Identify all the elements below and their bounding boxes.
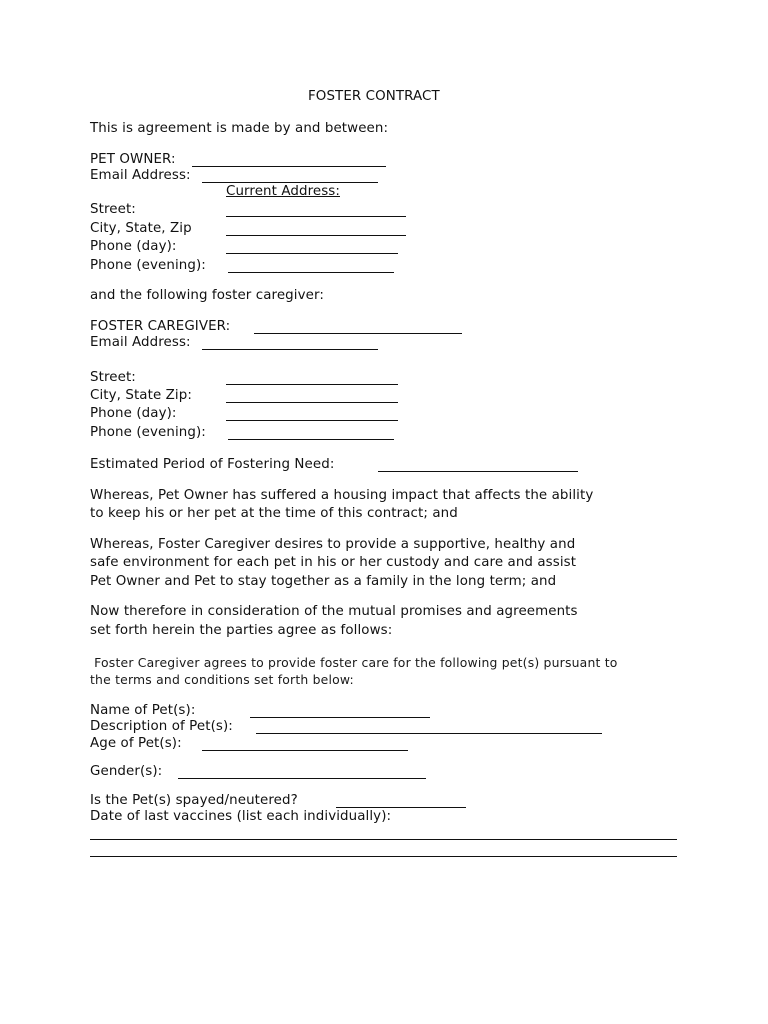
caregiver-phone-evening-blank (228, 439, 394, 440)
pet-description-label: Description of Pet(s): (90, 719, 233, 734)
therefore-line-2: set forth herein the parties agree as follows: (90, 623, 393, 638)
pet-spayed-label: Is the Pet(s) spayed/neutered? (90, 793, 298, 808)
owner-phone-day-label: Phone (day): (90, 239, 177, 254)
current-address-heading: Current Address: (226, 184, 340, 199)
agrees-line-1: Foster Caregiver agrees to provide foster care for the following pet(s) pursuant to (90, 655, 618, 670)
caregiver-street-label: Street: (90, 370, 136, 385)
owner-street-label: Street: (90, 202, 136, 217)
vaccines-blank-line-2 (90, 856, 677, 857)
caregiver-intro-text: and the following foster caregiver: (90, 288, 324, 303)
owner-phone-evening-blank (228, 272, 394, 273)
vaccines-blank-line-1 (90, 839, 677, 840)
fostering-period-label: Estimated Period of Fostering Need: (90, 457, 335, 472)
foster-caregiver-label: FOSTER CAREGIVER: (90, 319, 231, 334)
owner-phone-evening-label: Phone (evening): (90, 258, 206, 273)
owner-city-blank (226, 235, 406, 236)
owner-street-blank (226, 216, 406, 217)
agrees-line-2: the terms and conditions set forth below: (90, 672, 354, 687)
owner-phone-day-blank (226, 253, 398, 254)
caregiver-phone-evening-label: Phone (evening): (90, 425, 206, 440)
whereas-caregiver-line-1: Whereas, Foster Caregiver desires to provide a supportive, healthy and (90, 537, 576, 552)
pet-name-label: Name of Pet(s): (90, 703, 196, 718)
caregiver-phone-day-blank (226, 420, 398, 421)
owner-city-label: City, State, Zip (90, 221, 192, 236)
therefore-line-1: Now therefore in consideration of the mutual promises and agreements (90, 604, 578, 619)
pet-owner-blank (192, 166, 386, 167)
pet-name-blank (250, 717, 430, 718)
caregiver-street-blank (226, 384, 398, 385)
intro-text: This is agreement is made by and between: (90, 121, 389, 136)
whereas-housing-line-2: to keep his or her pet at the time of this contract; and (90, 506, 458, 521)
pet-description-blank (256, 733, 602, 734)
caregiver-city-label: City, State Zip: (90, 388, 192, 403)
caregiver-phone-day-label: Phone (day): (90, 406, 177, 421)
pet-age-label: Age of Pet(s): (90, 736, 182, 751)
pet-vaccines-label: Date of last vaccines (list each individually): (90, 809, 392, 824)
foster-caregiver-blank (254, 333, 462, 334)
document-title: FOSTER CONTRACT (308, 89, 440, 104)
owner-email-label: Email Address: (90, 168, 191, 183)
pet-gender-blank (178, 778, 426, 779)
fostering-period-blank (378, 471, 578, 472)
whereas-caregiver-line-3: Pet Owner and Pet to stay together as a family in the long term; and (90, 574, 557, 589)
whereas-housing-line-1: Whereas, Pet Owner has suffered a housing impact that affects the ability (90, 488, 594, 503)
whereas-caregiver-line-2: safe environment for each pet in his or her custody and care and assist (90, 555, 577, 570)
caregiver-city-blank (226, 402, 398, 403)
caregiver-email-label: Email Address: (90, 335, 191, 350)
pet-age-blank (202, 750, 408, 751)
pet-owner-label: PET OWNER: (90, 152, 176, 167)
pet-gender-label: Gender(s): (90, 764, 163, 779)
caregiver-email-blank (202, 349, 378, 350)
